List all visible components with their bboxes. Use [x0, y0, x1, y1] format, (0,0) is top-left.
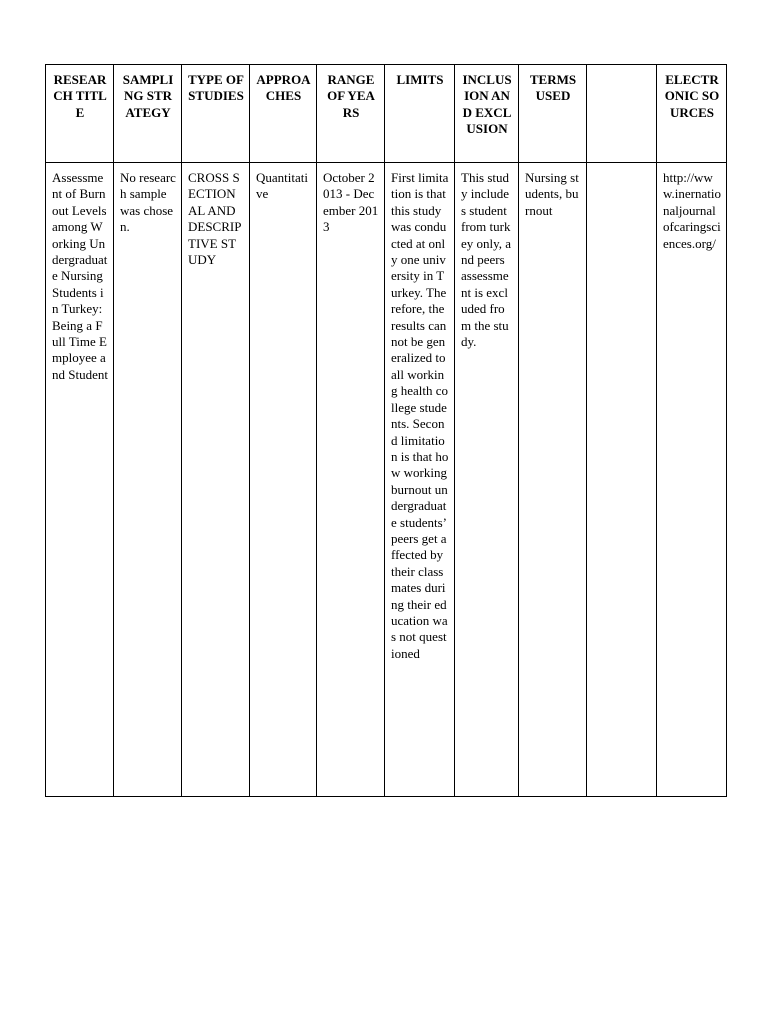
cell-electronic-sources: http://www.inernationaljournalofcaringsciences.org/	[657, 163, 727, 797]
cell-inclusion-exclusion: This study includes student from turkey only, and peers assessment is excluded from the study.	[455, 163, 519, 797]
cell-sampling-strategy: No research sample was chosen.	[114, 163, 182, 797]
header-electronic-sources: ELECTRONIC SOURCES	[657, 65, 727, 163]
header-approaches: APPROACHES	[250, 65, 317, 163]
header-terms-used: TERMS USED	[519, 65, 587, 163]
header-type-of-studies: TYPE OF STUDIES	[182, 65, 250, 163]
literature-review-table	[45, 64, 727, 797]
cell-research-title: Assessment of Burnout Levels among Working Undergraduate Nursing Students in Turkey: Being a Full Time Employee and Student	[46, 163, 114, 797]
table-row	[46, 163, 727, 797]
cell-limits: First limitation is that this study was conducted at only one university in Turkey. Therefore, the results cannot be generalized to all working health college students. Second limitation is that how working burnout undergraduate students’ peers get affected by their classmates during their education was not questioned	[385, 163, 455, 797]
header-sampling-strategy: SAMPLING STRATEGY	[114, 65, 182, 163]
header-inclusion-exclusion: INCLUSION AND EXCLUSION	[455, 65, 519, 163]
header-range-of-years: RANGE OF YEARS	[317, 65, 385, 163]
cell-type-of-studies: CROSS SECTIONAL AND DESCRIPTIVE STUDY	[182, 163, 250, 797]
cell-approaches: Quantitative	[250, 163, 317, 797]
header-row	[46, 65, 727, 163]
cell-blank	[587, 163, 657, 797]
header-research-title: RESEARCH TITLE	[46, 65, 114, 163]
header-limits: LIMITS	[385, 65, 455, 163]
cell-terms-used: Nursing students, burnout	[519, 163, 587, 797]
header-blank	[587, 65, 657, 163]
cell-range-of-years: October 2013 - December 2013	[317, 163, 385, 797]
